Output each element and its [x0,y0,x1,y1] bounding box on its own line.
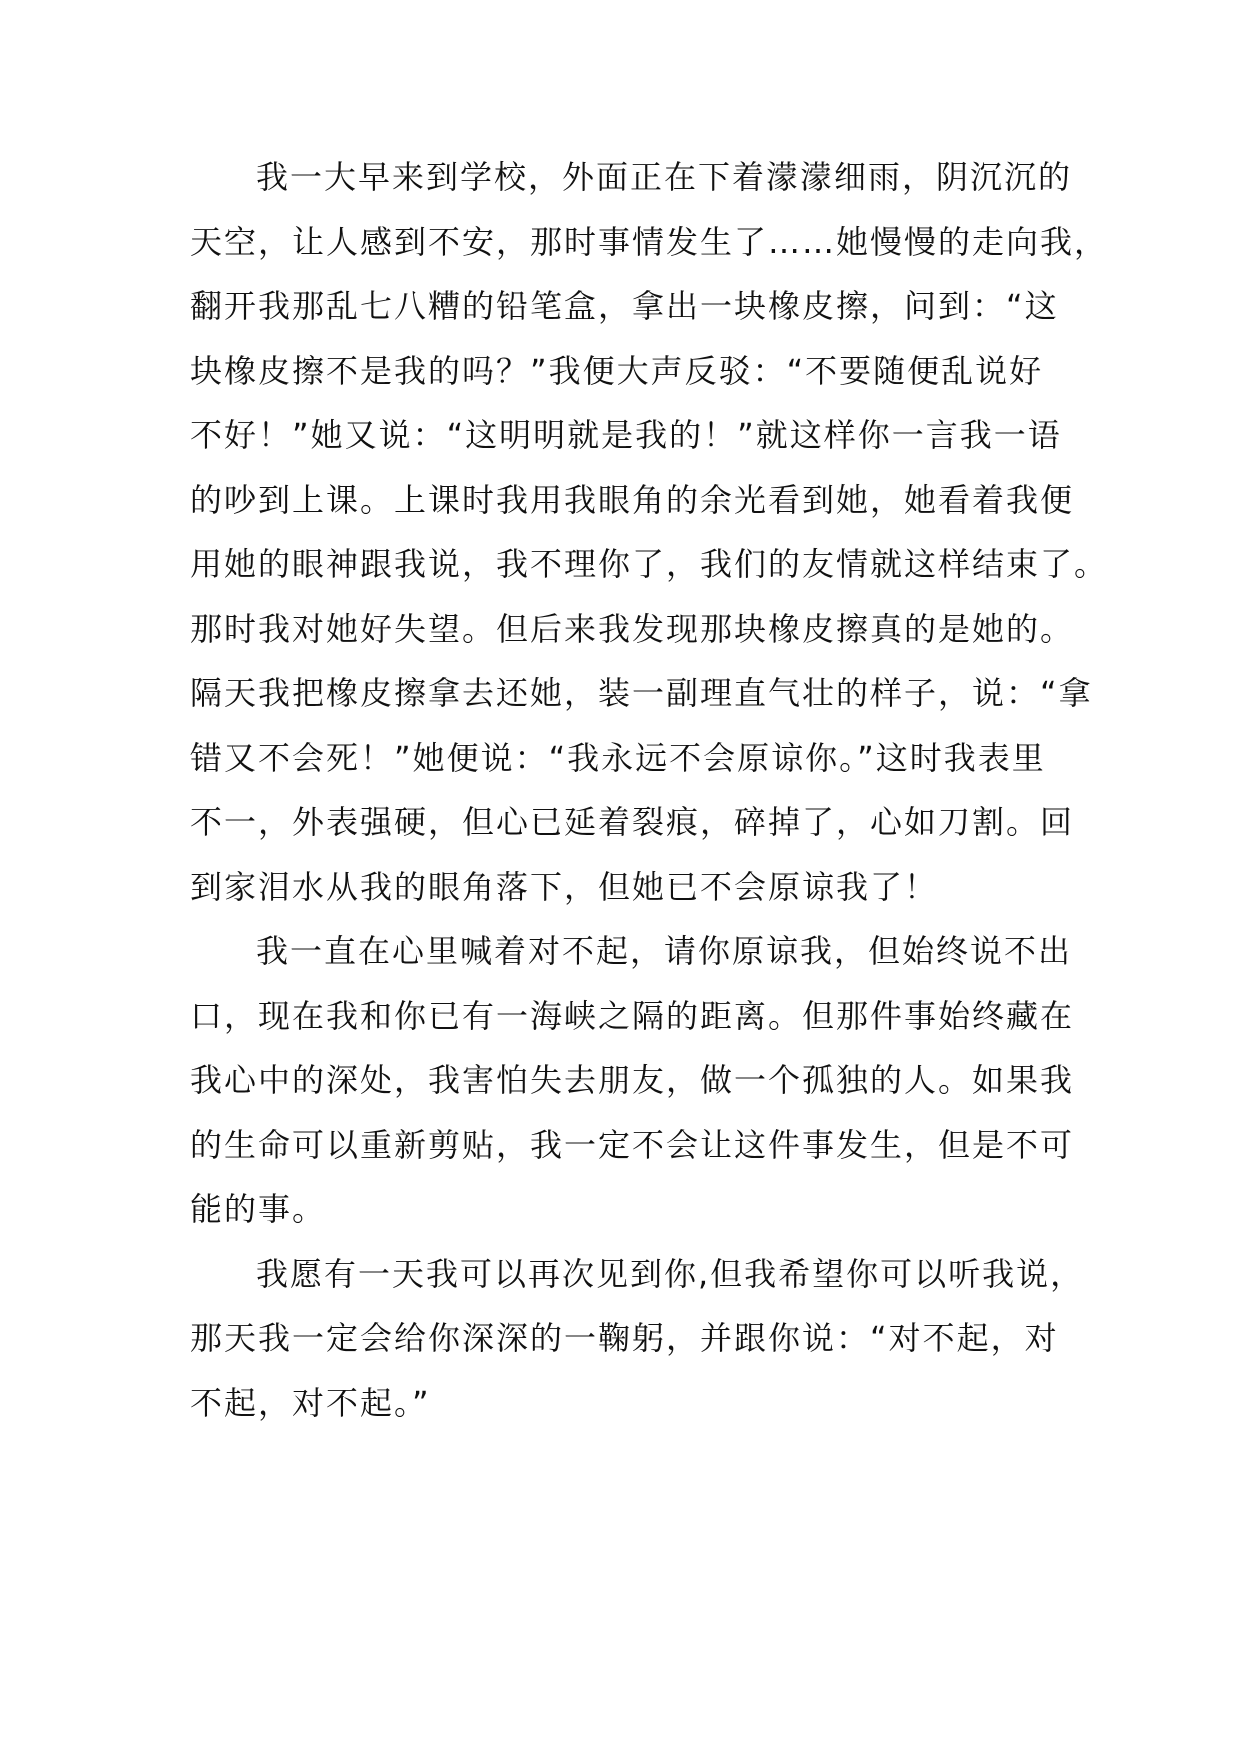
text-line: 用她的眼神跟我说，我不理你了，我们的友情就这样结束了。 [190,545,1109,583]
text-line: 那天我一定会给你深深的一鞠躬，并跟你说：“对不起，对 [190,1319,1059,1357]
text-line: 的生命可以重新剪贴，我一定不会让这件事发生，但是不可 [190,1125,1075,1164]
text-line: 口，现在我和你已有一海峡之隔的距离。但那件事始终藏在 [190,996,1075,1035]
text-line: 我心中的深处，我害怕失去朋友，做一个孤独的人。如果我 [190,1061,1075,1099]
paragraph-1 [190,157,1109,931]
text-line: 能的事。 [190,1190,327,1228]
paragraph-2 [190,931,1075,1254]
text-line: 到家泪水从我的眼角落下，但她已不会原谅我了！ [190,867,939,906]
text-line: 我一大早来到学校，外面正在下着濛濛细雨，阴沉沉的 [256,158,1073,196]
text-line: 不起，对不起。” [190,1383,431,1422]
text-line: 我一直在心里喊着对不起，请你原谅我，但始终说不出 [256,932,1073,970]
document-body [190,157,1109,1447]
text-line: 天空，让人感到不安，那时事情发生了……她慢慢的走向我， [190,222,1109,261]
text-line: 不一，外表强硬，但心已延着裂痕，碎掉了，心如刀割。回 [190,803,1075,841]
text-line: 我愿有一天我可以再次见到你,但我希望你可以听我说， [256,1254,1085,1293]
text-line: 块橡皮擦不是我的吗？”我便大声反驳：“不要随便乱说好 [190,351,1044,390]
text-line: 不好！”她又说：“这明明就是我的！”就这样你一言我一语 [190,416,1062,454]
paragraph-3 [190,1254,1085,1448]
text-line: 错又不会死！”她便说：“我永远不会原谅你。”这时我表里 [190,738,1046,777]
text-line: 翻开我那乱七八糟的铅笔盒，拿出一块橡皮擦，问到：“这 [190,287,1059,325]
text-line: 那时我对她好失望。但后来我发现那块橡皮擦真的是她的。 [190,609,1075,648]
text-line: 的吵到上课。上课时我用我眼角的余光看到她，她看着我便 [190,480,1075,519]
text-line: 隔天我把橡皮擦拿去还她，装一副理直气壮的样子，说：“拿 [190,674,1093,712]
